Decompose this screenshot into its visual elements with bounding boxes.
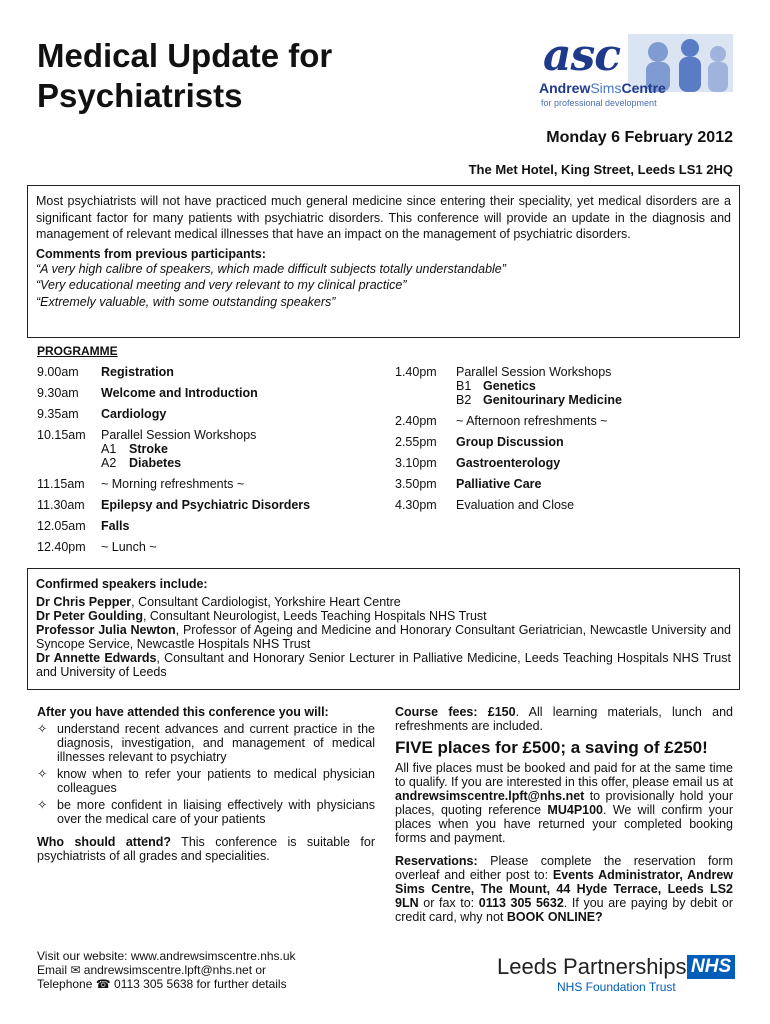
- programme-heading: PROGRAMME: [37, 344, 118, 358]
- fees-section: [395, 705, 733, 924]
- phone-line: Telephone ☎ 0113 305 5638 for further details: [37, 977, 287, 991]
- speaker-entry: Dr Chris Pepper, Consultant Cardiologist, Yorkshire Heart Centre: [36, 595, 401, 609]
- page-title: [37, 36, 332, 116]
- title-line-1: Medical Update for: [37, 37, 333, 74]
- book-online-link[interactable]: BOOK ONLINE?: [506, 910, 603, 924]
- speakers-box: [27, 568, 740, 690]
- nhs-badge: NHS: [687, 955, 735, 979]
- outcomes-heading: After you have attended this conference you will:: [37, 705, 329, 719]
- sparkle-bullet-icon: ✧: [37, 722, 48, 736]
- reservations-text: Reservations: Please complete the reservation form overleaf and either post to: Events Administrator, Andrew Sims Centre, The Mount, 44 Hyde Terrace, Leeds LS2 9LN or fax to: 0113 305 5632. If you are paying by debit or credit card, why not BOOK ONLINE?: [395, 854, 733, 924]
- event-date: Monday 6 February 2012: [546, 129, 733, 146]
- outcome-item: ✧ understand recent advances and current practice in the diagnosis, investigation, and management of medical illnesses relevant to psychiatry: [37, 722, 375, 764]
- title-line-2: Psychiatrists: [37, 77, 243, 114]
- speakers-heading: Confirmed speakers include:: [36, 577, 208, 591]
- outcomes-section: [37, 705, 375, 863]
- envelope-icon: ✉: [70, 963, 81, 977]
- logo-name: AndrewSimsCentre: [539, 80, 666, 96]
- quote-2: “Very educational meeting and very relevant to my clinical practice”: [36, 278, 407, 292]
- offer-text: All five places must be booked and paid for at the same time to qualify. If you are interested in this offer, please email us at andrewsimscentre.lpft@nhs.net to provisionally hold your places, quoting reference MU4P100. We will confirm your places when you have returned your completed booking forms and payment.: [395, 761, 733, 845]
- speaker-entry: Dr Annette Edwards, Consultant and Honorary Senior Lecturer in Palliative Medicine, Leeds Teaching Hospitals NHS Trust and University of Leeds: [36, 651, 731, 679]
- footer-contact: [37, 949, 296, 991]
- who-should-attend: Who should attend? This conference is suitable for psychiatrists of all grades and specialities.: [37, 835, 375, 863]
- outcome-item: ✧ be more confident in liaising effectively with physicians over the medical care of your patients: [37, 798, 375, 826]
- intro-box: [27, 185, 740, 338]
- quote-3: “Extremely valuable, with some outstanding speakers”: [36, 294, 336, 309]
- email-line: Email ✉ andrewsimscentre.lpft@nhs.net or: [37, 963, 267, 977]
- nhs-trust-subtitle: NHS Foundation Trust: [557, 980, 676, 994]
- quote-1: “A very high calibre of speakers, which made difficult subjects totally understandable”: [36, 261, 506, 276]
- outcome-item: ✧ know when to refer your patients to medical physician colleagues: [37, 767, 375, 795]
- telephone-icon: ☎: [95, 977, 111, 991]
- speaker-entry: Dr Peter Goulding, Consultant Neurologist, Leeds Teaching Hospitals NHS Trust: [36, 609, 487, 623]
- logo-mark: asc: [543, 30, 621, 81]
- sparkle-bullet-icon: ✧: [37, 798, 48, 812]
- nhs-trust-name: Leeds Partnerships: [497, 954, 687, 979]
- andrew-sims-centre-logo: [533, 30, 733, 110]
- sparkle-bullet-icon: ✧: [37, 767, 48, 781]
- speaker-entry: Professor Julia Newton, Professor of Ageing and Medicine and Honorary Consultant Geriatrician, Newcastle University and Syncope Service, Newcastle Hospitals NHS Trust: [36, 623, 731, 651]
- offer-email-link[interactable]: andrewsimscentre.lpft@nhs.net: [395, 789, 585, 803]
- course-fees: Course fees: £150. All learning materials, lunch and refreshments are included.: [395, 705, 733, 733]
- footer-email-link[interactable]: andrewsimscentre.lpft@nhs.net or: [83, 963, 267, 977]
- comments-heading: Comments from previous participants:: [36, 246, 266, 261]
- intro-text: Most psychiatrists will not have practiced much general medicine since entering their speciality, yet medical disorders are a significant factor for many patients with psychiatric disorders. This conference will provide an update in the diagnosis and management of relevant medical illnesses that have an impact on the management of psychiatric disorders.: [36, 194, 731, 241]
- website-link[interactable]: Visit our website: www.andrewsimscentre.nhs.uk: [37, 949, 296, 963]
- logo-tagline: for professional development: [541, 98, 657, 108]
- offer-heading: FIVE places for £500; a saving of £250!: [395, 738, 708, 757]
- event-venue: The Met Hotel, King Street, Leeds LS1 2HQ: [468, 162, 733, 177]
- nhs-trust-logo: [497, 952, 747, 998]
